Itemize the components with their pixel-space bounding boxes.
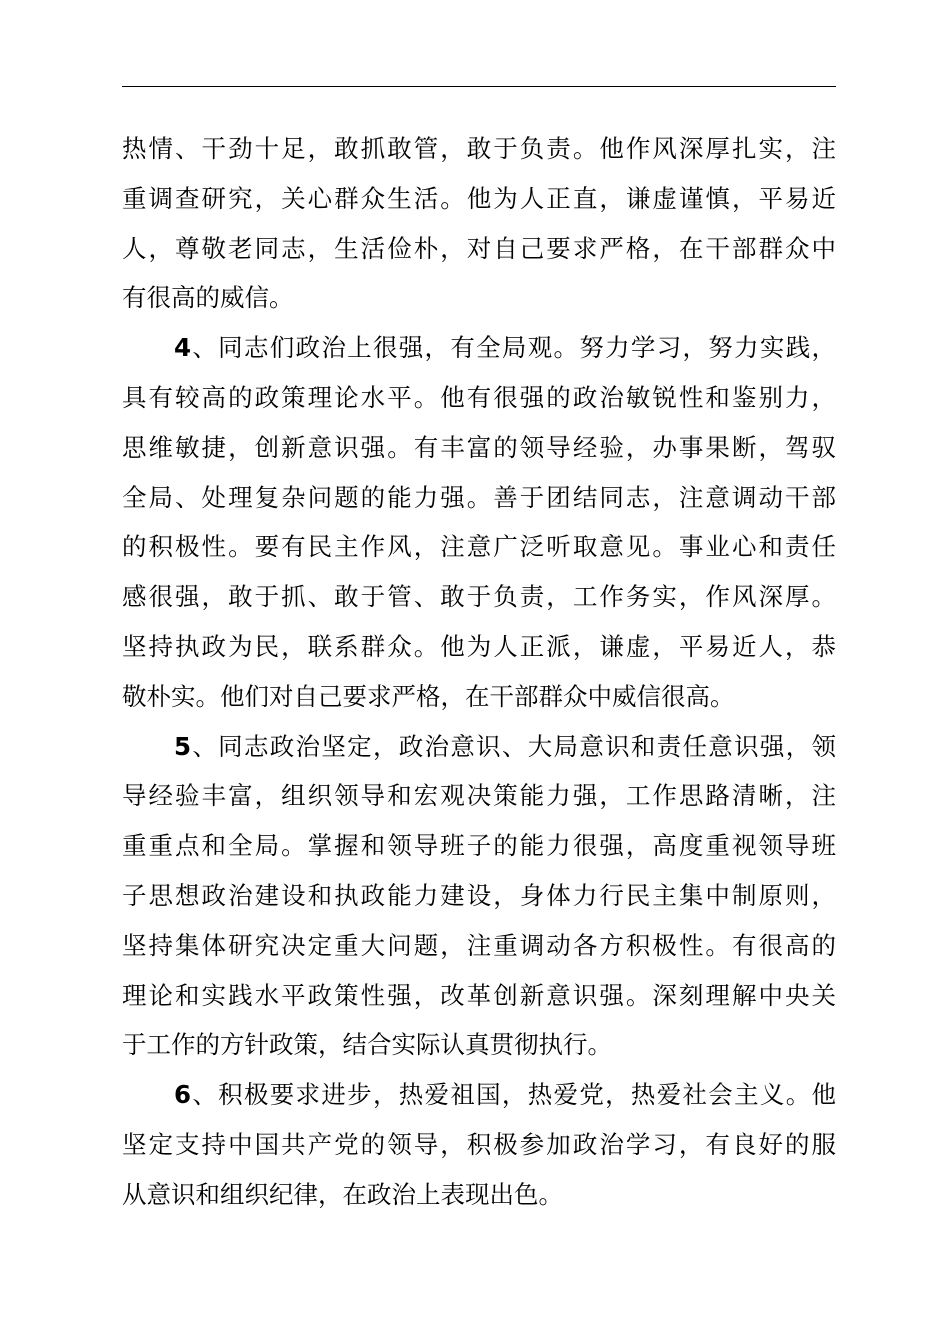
text-line: 坚定支持中国共产党的领导，积极参加政治学习，有良好的服 bbox=[122, 1129, 836, 1159]
text-line: 感很强，敢于抓、敢于管、敢于负责，工作务实，作风深厚。 bbox=[122, 582, 836, 612]
text-line: 子思想政治建设和执政能力建设，身体力行民主集中制原则， bbox=[122, 880, 836, 910]
text-line-first bbox=[122, 1070, 836, 1120]
paragraph-number: 6 bbox=[174, 1080, 192, 1110]
text-line: 坚持执政为民，联系群众。他为人正派，谦虚，平易近人，恭 bbox=[122, 631, 836, 661]
body-text bbox=[122, 124, 836, 1220]
text-line: 重重点和全局。掌握和领导班子的能力很强，高度重视领导班 bbox=[122, 831, 836, 861]
text-line-first bbox=[122, 323, 836, 373]
text-line: 热情、干劲十足，敢抓敢管，敢于负责。他作风深厚扎实，注 bbox=[122, 134, 836, 163]
paragraph-number: 4 bbox=[174, 333, 192, 363]
paragraph-continuation bbox=[122, 124, 836, 323]
text-line: 于工作的方针政策，结合实际认真贯彻执行。 bbox=[122, 1030, 612, 1060]
text-line: 人，尊敬老同志，生活俭朴，对自己要求严格，在干部群众中 bbox=[122, 233, 836, 263]
text-line: 的积极性。要有民主作风，注意广泛听取意见。事业心和责任 bbox=[122, 532, 836, 562]
text-line: 从意识和组织纪律，在政治上表现出色。 bbox=[122, 1179, 563, 1209]
text-line: 导经验丰富，组织领导和宏观决策能力强，工作思路清晰，注 bbox=[122, 781, 836, 811]
paragraph-4 bbox=[122, 323, 836, 721]
text-line: 敬朴实。他们对自己要求严格，在干部群众中威信很高。 bbox=[122, 681, 735, 711]
text-line: 全局、处理复杂问题的能力强。善于团结同志，注意调动干部 bbox=[122, 482, 836, 512]
text-line: 重调查研究，关心群众生活。他为人正直，谦虚谨慎，平易近 bbox=[122, 183, 836, 213]
paragraph-5 bbox=[122, 722, 836, 1071]
text-line-content: 、同志政治坚定，政治意识、大局意识和责任意识强，领 bbox=[191, 731, 836, 761]
text-line: 具有较高的政策理论水平。他有很强的政治敏锐性和鉴别力， bbox=[122, 382, 836, 412]
text-line-content: 、积极要求进步，热爱祖国，热爱党，热爱社会主义。他 bbox=[191, 1080, 836, 1110]
text-line: 坚持集体研究决定重大问题，注重调动各方积极性。有很高的 bbox=[122, 930, 836, 960]
text-line-content: 、同志们政治上很强，有全局观。努力学习，努力实践， bbox=[191, 333, 836, 363]
text-line: 有很高的威信。 bbox=[122, 283, 294, 313]
paragraph-number: 5 bbox=[174, 731, 192, 761]
text-line: 理论和实践水平政策性强，改革创新意识强。深刻理解中央关 bbox=[122, 980, 836, 1010]
text-line-first bbox=[122, 722, 836, 772]
header-rule bbox=[122, 86, 836, 87]
paragraph-6 bbox=[122, 1070, 836, 1219]
text-line: 思维敏捷，创新意识强。有丰富的领导经验，办事果断，驾驭 bbox=[122, 432, 836, 462]
